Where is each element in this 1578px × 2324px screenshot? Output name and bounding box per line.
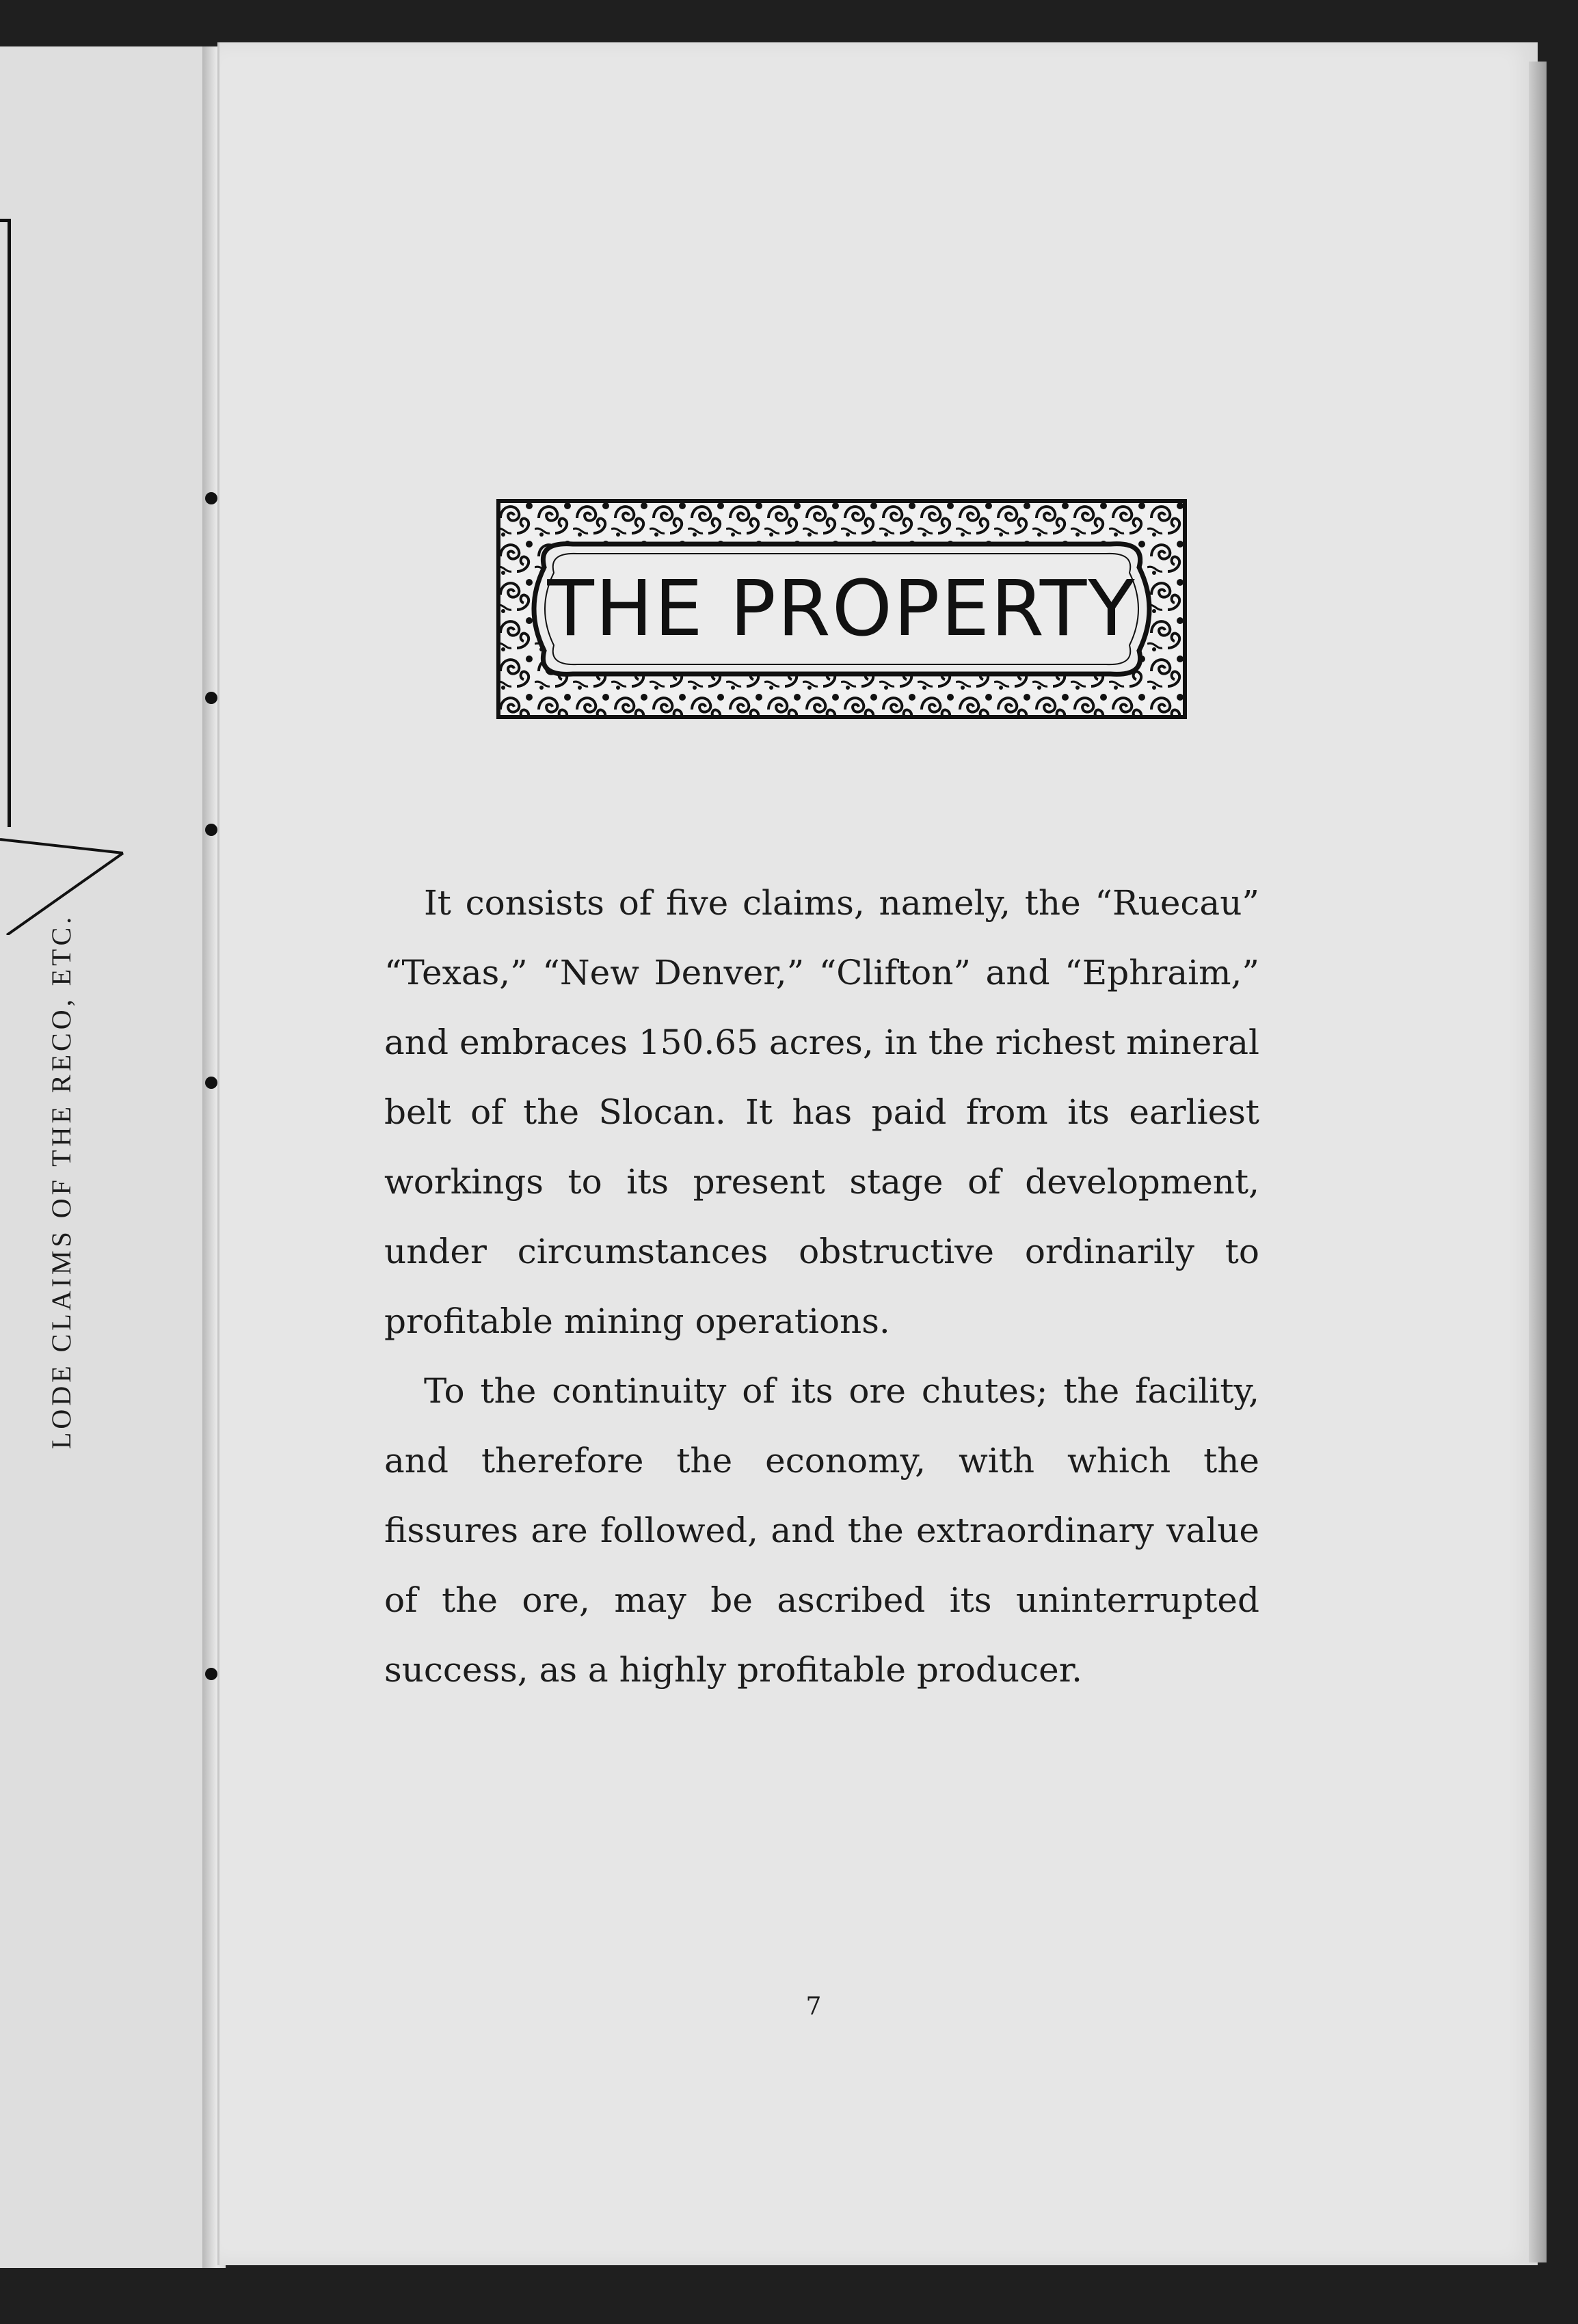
binding-stitch — [205, 1668, 217, 1680]
map-caption-vertical: LODE CLAIMS OF THE RECO, ETC. — [46, 913, 77, 1449]
paragraph: To the continuity of its ore chutes; the facility, and therefore the economy, with which the fissures are followed, and the extraordinary value of the ore, may be ascribed its uninterrupted success, as a highly profitable producer. — [384, 1371, 1259, 1690]
page-edge-shadow — [1529, 62, 1547, 2262]
left-facing-page — [0, 46, 208, 2268]
ornamental-header-panel — [496, 499, 1187, 719]
map-border-fragment — [0, 219, 11, 827]
paragraph: It consists of five claims, namely, the “Ruecau” “Texas,” “New Denver,” “Clifton” and “Ephraim,” and embraces 150.65 acres, in the richest mineral belt of the Slocan. It has paid from its earliest workings to its present stage of development, under circumstances obstructive ordinarily to profitable mining operations. — [384, 883, 1259, 1341]
binding-stitch — [205, 492, 217, 504]
page-number: 7 — [805, 1992, 822, 2021]
body-text — [384, 868, 1259, 1705]
page-title: THE PROPERTY — [547, 565, 1136, 653]
binding-stitch — [205, 1077, 217, 1089]
binding-stitch — [205, 692, 217, 704]
binding-stitch — [205, 824, 217, 836]
